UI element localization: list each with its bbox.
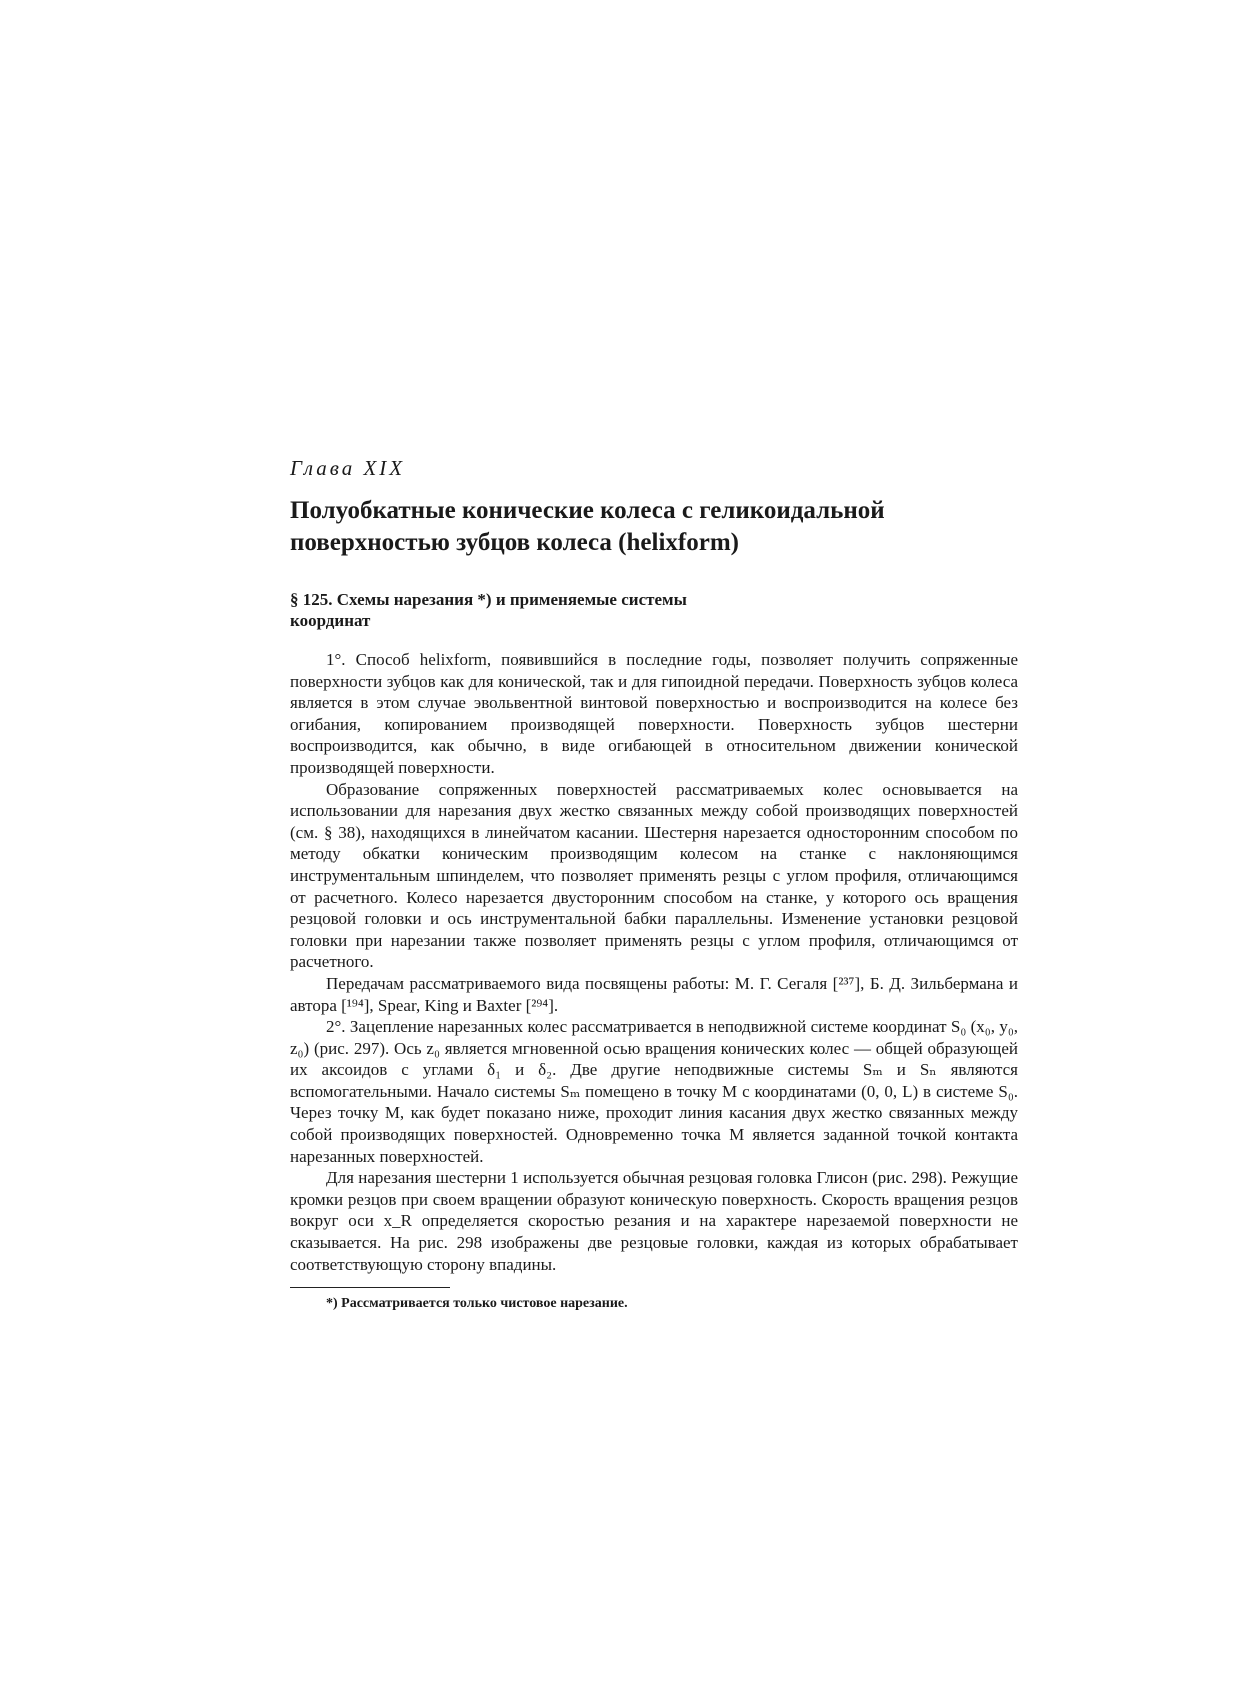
paragraph-4: 2°. Зацепление нарезанных колес рассматривается в неподвижной системе координат S₀ (x₀, y₀, z₀) (рис. 297). Ось z₀ является мгновенной осью вращения конических колес — общей образующей их аксоидов с углами δ₁ и δ₂. Две другие неподвижные системы Sₘ и Sₙ являются вспомогательными. Начало системы Sₘ помещено в точку M с координатами (0, 0, L) в системе S₀. Через точку M, как будет показано ниже, проходит линия касания двух жестко связанных между собой производящих поверхностей. Одновременно точка M является заданной точкой контакта нарезанных поверхностей. bbox=[290, 1017, 1018, 1166]
chapter-heading: Глава XIX bbox=[290, 456, 406, 480]
chapter-title: Полуобкатные конические колеса с геликоидальной поверхностью зубцов колеса (helixform) bbox=[290, 497, 885, 556]
paragraph-5: Для нарезания шестерни 1 используется обычная резцовая головка Глисон (рис. 298). Режущие кромки резцов при своем вращении образуют коническую поверхность. Скорость вращения резцов вокруг оси x_R определяется скоростью резания и на характере нарезаемой поверхности не сказывается. На рис. 298 изображены две резцовые головки, каждая из которых обрабатывает соответствующую сторону впадины. bbox=[290, 1168, 1018, 1274]
footnote-rule bbox=[290, 1287, 450, 1288]
section-heading: § 125. Схемы нарезания *) и применяемые системы координат bbox=[290, 590, 687, 630]
paragraph-3: Передачам рассматриваемого вида посвящены работы: М. Г. Сегаля [²³⁷], Б. Д. Зильбермана и автора [¹⁹⁴], Spear, King и Baxter [²⁹⁴]. bbox=[290, 973, 1018, 1015]
paragraph-2: Образование сопряженных поверхностей рассматриваемых колес основывается на использовании для нарезания двух жестко связанных между собой производящих поверхностей (см. § 38), находящихся в линейчатом касании. Шестерня нарезается односторонним способом по методу обкатки коническим производящим колесом на станке с наклоняющимся инструментальным шпинделем, что позволяет применять резцы с углом профиля, отличающимся от расчетного. Колесо нарезается двусторонним способом на станке, у которого ось вращения резцовой головки и ось инструментальной бабки параллельны. Изменение установки резцовой головки при нарезании также позволяет применять резцы с углом профиля, отличающимся от расчетного. bbox=[290, 779, 1018, 972]
footnote: *) Рассматривается только чистовое нарезание. bbox=[326, 1296, 628, 1312]
paragraph-1: 1°. Способ helixform, появившийся в последние годы, позволяет получить сопряженные поверхности зубцов как для конической, так и для гипоидной передачи. Поверхность зубцов колеса является в этом случае эвольвентной винтовой поверхностью и воспроизводится на колесе без огибания, копированием производящей поверхности. Поверхность зубцов шестерни воспроизводится, как обычно, в виде огибающей в относительном движении конической производящей поверхности. bbox=[290, 650, 1018, 777]
page-body bbox=[290, 456, 1018, 1312]
